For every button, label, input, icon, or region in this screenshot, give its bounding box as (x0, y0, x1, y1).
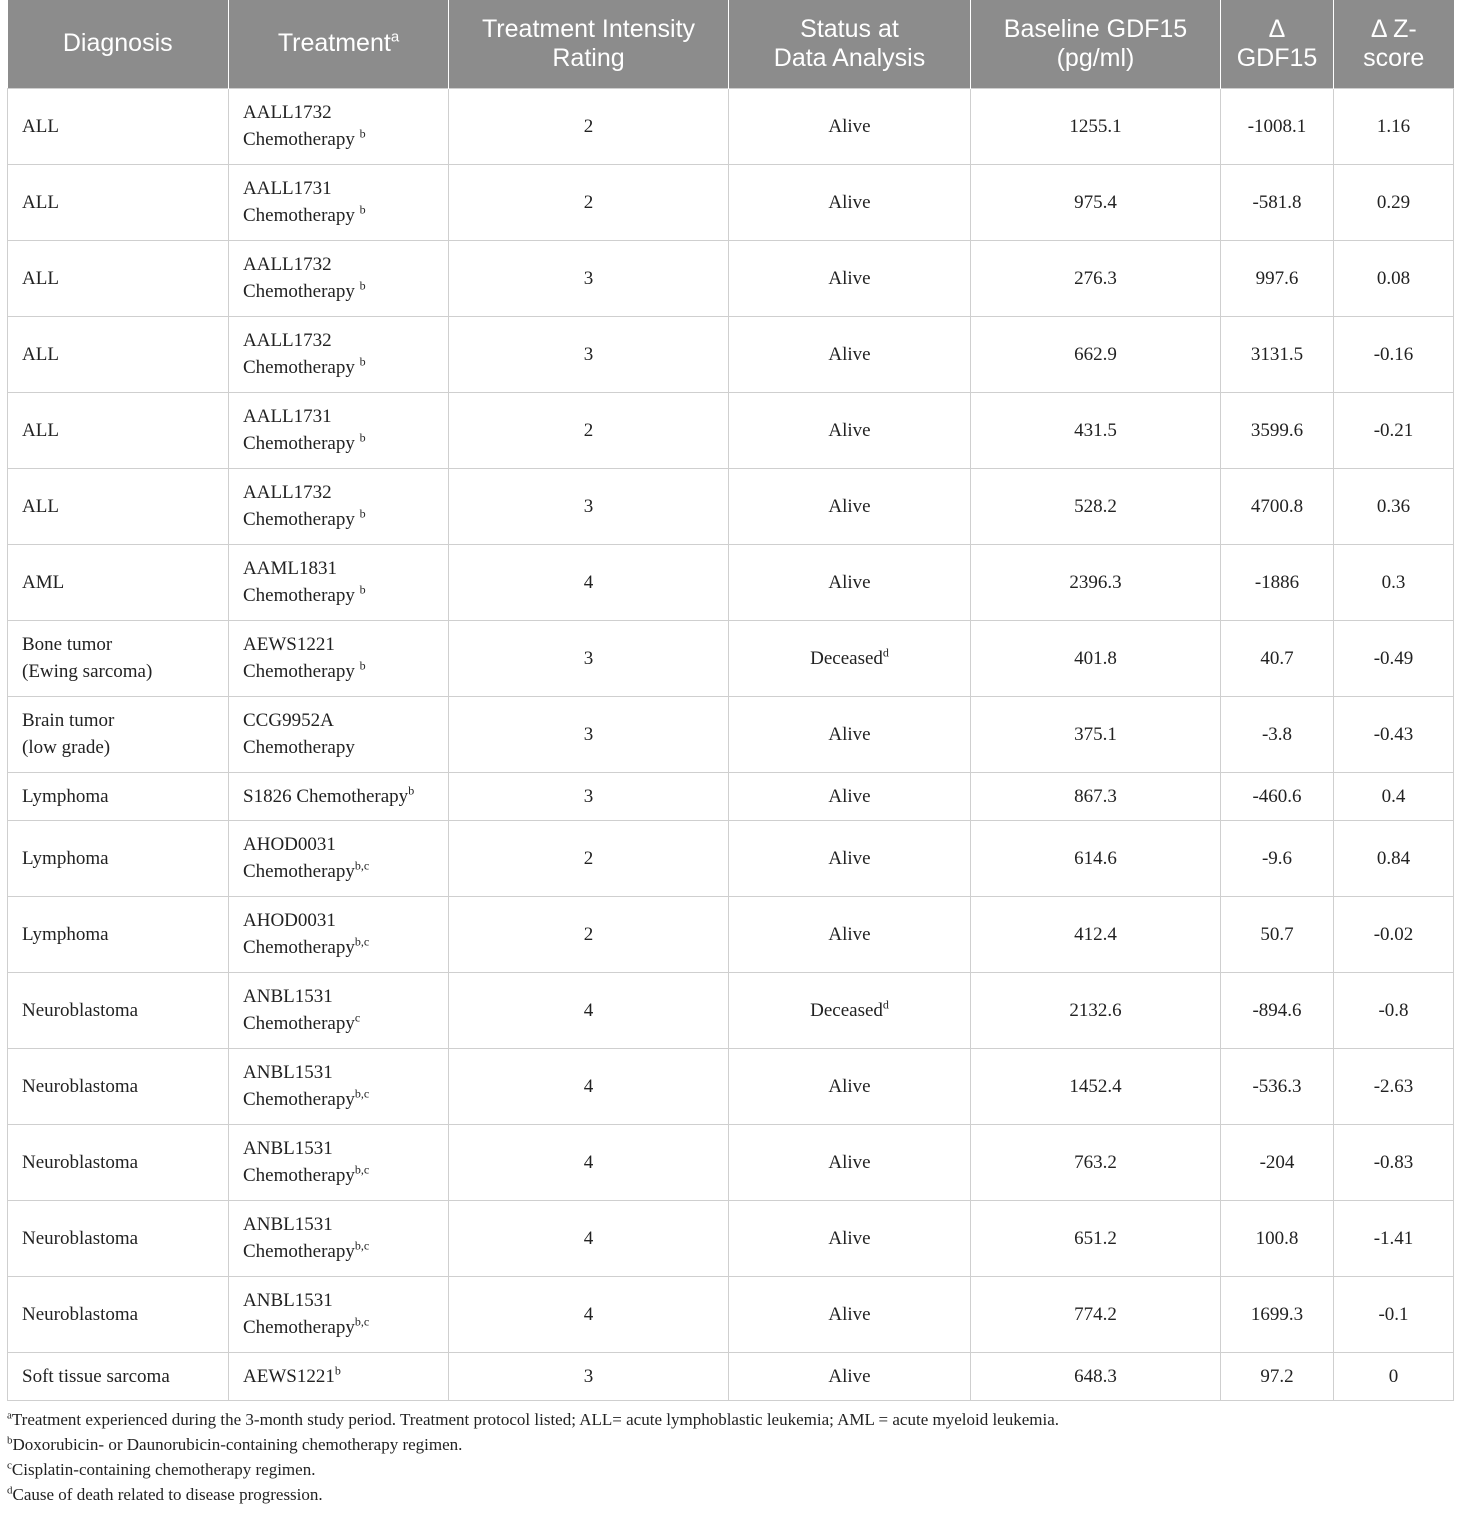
cell-treatment (229, 896, 449, 972)
header-treatment (229, 0, 449, 88)
cell-diagnosis (8, 772, 229, 820)
table-row (8, 240, 1454, 316)
cell-status (729, 896, 971, 972)
cell-treatment (229, 468, 449, 544)
treatment-text: Chemotherapy (243, 433, 360, 454)
cell-delta-zscore: -0.02 (1334, 896, 1454, 972)
cell-intensity: 2 (449, 392, 729, 468)
cell-treatment (229, 1352, 449, 1400)
table-row (8, 88, 1454, 164)
status-text: Alive (828, 1365, 871, 1387)
treatment-text: Chemotherapy (243, 281, 360, 302)
cell-diagnosis (8, 164, 229, 240)
cell-status (729, 164, 971, 240)
cell-diagnosis (8, 896, 229, 972)
cell-baseline: 276.3 (971, 240, 1221, 316)
header-baseline-line2: (pg/ml) (1056, 43, 1135, 72)
status-text: Alive (828, 923, 871, 945)
cell-intensity: 3 (449, 696, 729, 772)
diagnosis-text: Lymphoma (22, 923, 109, 945)
treatment-footnote-mark: b (359, 278, 366, 293)
cell-diagnosis (8, 316, 229, 392)
cell-status (729, 820, 971, 896)
status-text: Alive (828, 267, 871, 289)
table-body (8, 88, 1454, 1400)
treatment-footnote-mark: b (359, 202, 366, 217)
cell-diagnosis (8, 240, 229, 316)
cell-delta-zscore: -0.16 (1334, 316, 1454, 392)
header-intensity-line1: Treatment Intensity (481, 14, 696, 43)
cell-intensity: 2 (449, 820, 729, 896)
header-delta-gdf15-line1: Δ (1268, 14, 1286, 43)
cell-intensity: 4 (449, 1124, 729, 1200)
treatment-text: CCG9952A (243, 710, 334, 731)
cell-diagnosis (8, 1276, 229, 1352)
cell-intensity: 3 (449, 316, 729, 392)
treatment-text: AAML1831 (243, 558, 337, 579)
treatment-text: AALL1732 (243, 254, 332, 275)
status-text: Alive (828, 785, 871, 807)
diagnosis-text: AML (22, 571, 65, 593)
treatment-footnote-mark: b (359, 430, 366, 445)
cell-treatment (229, 240, 449, 316)
cell-status (729, 696, 971, 772)
status-text: Alive (828, 1303, 871, 1325)
cell-intensity: 4 (449, 1276, 729, 1352)
cell-baseline: 412.4 (971, 896, 1221, 972)
diagnosis-text: Neuroblastoma (22, 1151, 139, 1173)
status-text: Alive (828, 495, 871, 517)
cell-intensity: 4 (449, 544, 729, 620)
cell-delta-gdf15: -581.8 (1221, 164, 1334, 240)
treatment-footnote-mark: b,c (354, 934, 370, 949)
status-text: Alive (828, 1227, 871, 1249)
cell-status (729, 972, 971, 1048)
cell-diagnosis (8, 468, 229, 544)
diagnosis-text: Brain tumor (22, 710, 115, 731)
cell-delta-gdf15: -9.6 (1221, 820, 1334, 896)
cell-treatment (229, 1124, 449, 1200)
status-footnote-mark: d (882, 997, 889, 1012)
cell-diagnosis (8, 1352, 229, 1400)
header-status-line2: Data Analysis (773, 43, 926, 72)
cell-baseline: 763.2 (971, 1124, 1221, 1200)
treatment-text: Chemotherapy (243, 129, 360, 150)
cell-status (729, 392, 971, 468)
cell-intensity: 2 (449, 896, 729, 972)
cell-treatment (229, 972, 449, 1048)
header-intensity (449, 0, 729, 88)
diagnosis-text: Lymphoma (22, 785, 109, 807)
treatment-text: Chemotherapy (243, 1241, 355, 1262)
diagnosis-text: ALL (22, 191, 59, 213)
header-status-line1: Status at (800, 14, 899, 43)
cell-delta-gdf15: 97.2 (1221, 1352, 1334, 1400)
table-row (8, 316, 1454, 392)
header-baseline-line1: Baseline GDF15 (1003, 14, 1188, 43)
header-delta-zscore (1334, 0, 1454, 88)
cell-baseline: 2132.6 (971, 972, 1221, 1048)
cell-intensity: 4 (449, 1200, 729, 1276)
cell-delta-gdf15: -1008.1 (1221, 88, 1334, 164)
footnote (7, 1457, 1059, 1482)
cell-status (729, 1352, 971, 1400)
cell-status (729, 240, 971, 316)
cell-diagnosis (8, 696, 229, 772)
status-text: Alive (828, 191, 871, 213)
diagnosis-text: ALL (22, 419, 59, 441)
footnote-text: Cisplatin-containing chemotherapy regimen. (11, 1460, 316, 1479)
cell-delta-gdf15: 1699.3 (1221, 1276, 1334, 1352)
cell-delta-gdf15: 997.6 (1221, 240, 1334, 316)
table-row (8, 164, 1454, 240)
cell-treatment (229, 544, 449, 620)
treatment-text: Chemotherapy (243, 1165, 355, 1186)
cell-status (729, 468, 971, 544)
footnote-text: Treatment experienced during the 3-month study period. Treatment protocol listed; ALL= acute lymphoblastic leukemia; AML = acute myeloid leukemia. (11, 1410, 1060, 1429)
footnote-mark: c (7, 1459, 12, 1472)
cell-delta-gdf15: -1886 (1221, 544, 1334, 620)
cell-status (729, 1200, 971, 1276)
cell-delta-gdf15: -3.8 (1221, 696, 1334, 772)
cell-treatment (229, 1200, 449, 1276)
cell-baseline: 528.2 (971, 468, 1221, 544)
cell-intensity: 2 (449, 88, 729, 164)
cell-delta-zscore: -0.49 (1334, 620, 1454, 696)
cell-status (729, 1048, 971, 1124)
status-text: Alive (828, 419, 871, 441)
diagnosis-text: ALL (22, 343, 59, 365)
treatment-footnote-mark: b,c (354, 1314, 370, 1329)
cell-diagnosis (8, 392, 229, 468)
cell-delta-zscore: -0.1 (1334, 1276, 1454, 1352)
treatment-text: Chemotherapy (243, 861, 355, 882)
cell-status (729, 316, 971, 392)
treatment-text: Chemotherapy (243, 509, 360, 530)
treatment-text: ANBL1531 (243, 1214, 333, 1235)
header-delta-gdf15 (1221, 0, 1334, 88)
cell-delta-zscore: -0.43 (1334, 696, 1454, 772)
footnotes (7, 1407, 1059, 1507)
cell-diagnosis (8, 88, 229, 164)
status-text: Alive (828, 723, 871, 745)
table-row (8, 1200, 1454, 1276)
cell-treatment (229, 1048, 449, 1124)
header-treatment-label: Treatment (277, 29, 391, 58)
cell-baseline: 774.2 (971, 1276, 1221, 1352)
cell-baseline: 2396.3 (971, 544, 1221, 620)
cell-diagnosis (8, 1200, 229, 1276)
cell-diagnosis (8, 544, 229, 620)
treatment-footnote-mark: b,c (354, 1162, 370, 1177)
cell-delta-zscore: 0.08 (1334, 240, 1454, 316)
cell-baseline: 975.4 (971, 164, 1221, 240)
cell-delta-zscore: 0.4 (1334, 772, 1454, 820)
treatment-footnote-mark: b (359, 582, 366, 597)
cell-delta-zscore: 0.84 (1334, 820, 1454, 896)
cell-intensity: 4 (449, 1048, 729, 1124)
cell-baseline: 651.2 (971, 1200, 1221, 1276)
cell-delta-gdf15: 40.7 (1221, 620, 1334, 696)
diagnosis-text: ALL (22, 267, 59, 289)
cell-baseline: 1255.1 (971, 88, 1221, 164)
diagnosis-text: Neuroblastoma (22, 999, 139, 1021)
treatment-text: Chemotherapy (243, 937, 355, 958)
cell-intensity: 3 (449, 772, 729, 820)
table-row (8, 1352, 1454, 1400)
footnote-mark: d (7, 1484, 13, 1497)
footnote-mark: b (7, 1434, 13, 1447)
status-text: Alive (828, 847, 871, 869)
footnote-text: Doxorubicin- or Daunorubicin-containing chemotherapy regimen. (12, 1435, 463, 1454)
table-row (8, 1048, 1454, 1124)
cell-delta-gdf15: 3599.6 (1221, 392, 1334, 468)
cell-delta-gdf15: 3131.5 (1221, 316, 1334, 392)
treatment-text: Chemotherapy (243, 205, 360, 226)
footnote (7, 1482, 1059, 1507)
treatment-text: ANBL1531 (243, 1290, 333, 1311)
cell-treatment (229, 392, 449, 468)
status-footnote-mark: d (882, 645, 889, 660)
treatment-text: Chemotherapy (243, 737, 355, 758)
status-text: Alive (828, 1151, 871, 1173)
diagnosis-text: Bone tumor (22, 634, 113, 655)
table-row (8, 544, 1454, 620)
cell-delta-gdf15: -204 (1221, 1124, 1334, 1200)
cell-delta-gdf15: -894.6 (1221, 972, 1334, 1048)
cell-delta-gdf15: 50.7 (1221, 896, 1334, 972)
header-delta-zscore-line1: Δ Z- (1370, 14, 1417, 43)
treatment-text: AALL1731 (243, 178, 332, 199)
cell-baseline: 614.6 (971, 820, 1221, 896)
cell-status (729, 544, 971, 620)
treatment-text: Chemotherapy (243, 1317, 355, 1338)
cell-delta-zscore: -1.41 (1334, 1200, 1454, 1276)
table-row (8, 972, 1454, 1048)
cell-delta-zscore: -0.21 (1334, 392, 1454, 468)
cell-baseline: 867.3 (971, 772, 1221, 820)
treatment-footnote-mark: b (359, 658, 366, 673)
diagnosis-text: Neuroblastoma (22, 1227, 139, 1249)
treatment-text: Chemotherapy (243, 1013, 355, 1034)
treatment-text: ANBL1531 (243, 986, 333, 1007)
header-status (729, 0, 971, 88)
header-delta-gdf15-line2: GDF15 (1236, 43, 1318, 72)
cell-intensity: 3 (449, 620, 729, 696)
table-row (8, 1124, 1454, 1200)
treatment-text: AALL1732 (243, 482, 332, 503)
cell-delta-zscore: 1.16 (1334, 88, 1454, 164)
treatment-text: S1826 Chemotherapy (243, 785, 409, 807)
table-row (8, 620, 1454, 696)
table-header-row (8, 0, 1454, 88)
table-row (8, 392, 1454, 468)
cell-status (729, 772, 971, 820)
cell-intensity: 2 (449, 164, 729, 240)
status-text: Alive (828, 571, 871, 593)
status-text: Alive (828, 115, 871, 137)
treatment-text: Chemotherapy (243, 1089, 355, 1110)
treatment-text: AHOD0031 (243, 834, 336, 855)
cell-treatment (229, 820, 449, 896)
treatment-footnote-mark: b,c (354, 1086, 370, 1101)
table-row (8, 696, 1454, 772)
status-text: Deceased (810, 999, 883, 1021)
treatment-text: AALL1732 (243, 330, 332, 351)
cell-delta-gdf15: 100.8 (1221, 1200, 1334, 1276)
cell-delta-zscore: 0.3 (1334, 544, 1454, 620)
cell-diagnosis (8, 1048, 229, 1124)
footnote (7, 1407, 1059, 1432)
cell-treatment (229, 696, 449, 772)
treatment-text: AEWS1221 (243, 634, 335, 655)
cell-delta-zscore: 0.29 (1334, 164, 1454, 240)
diagnosis-text: ALL (22, 115, 59, 137)
cell-diagnosis (8, 972, 229, 1048)
cell-treatment (229, 772, 449, 820)
cell-treatment (229, 1276, 449, 1352)
header-diagnosis (8, 0, 229, 88)
diagnosis-text: (Ewing sarcoma) (22, 661, 153, 682)
treatment-text: AEWS1221 (243, 1365, 335, 1387)
results-table (7, 0, 1454, 1401)
diagnosis-text: Soft tissue sarcoma (22, 1365, 170, 1387)
treatment-footnote-mark: b (334, 1363, 341, 1378)
cell-status (729, 620, 971, 696)
table-row (8, 468, 1454, 544)
cell-delta-zscore: -0.8 (1334, 972, 1454, 1048)
treatment-footnote-mark: b (359, 126, 366, 141)
cell-status (729, 1124, 971, 1200)
cell-delta-zscore: 0.36 (1334, 468, 1454, 544)
cell-baseline: 375.1 (971, 696, 1221, 772)
treatment-text: AHOD0031 (243, 910, 336, 931)
treatment-text: ANBL1531 (243, 1062, 333, 1083)
status-text: Alive (828, 343, 871, 365)
table-row (8, 896, 1454, 972)
cell-intensity: 3 (449, 1352, 729, 1400)
cell-baseline: 431.5 (971, 392, 1221, 468)
diagnosis-text: (low grade) (22, 737, 111, 758)
diagnosis-text: ALL (22, 495, 59, 517)
treatment-text: AALL1732 (243, 102, 332, 123)
cell-treatment (229, 164, 449, 240)
cell-diagnosis (8, 1124, 229, 1200)
table-row (8, 772, 1454, 820)
header-delta-zscore-line2: score (1363, 43, 1425, 72)
cell-baseline: 648.3 (971, 1352, 1221, 1400)
cell-delta-gdf15: -536.3 (1221, 1048, 1334, 1124)
treatment-footnote-mark: c (354, 1010, 361, 1025)
cell-status (729, 1276, 971, 1352)
table-row (8, 1276, 1454, 1352)
cell-treatment (229, 88, 449, 164)
header-treatment-footnote-mark: a (390, 28, 400, 46)
cell-delta-gdf15: -460.6 (1221, 772, 1334, 820)
status-text: Deceased (810, 647, 883, 669)
header-intensity-line2: Rating (552, 43, 625, 72)
treatment-text: ANBL1531 (243, 1138, 333, 1159)
treatment-text: Chemotherapy (243, 585, 360, 606)
footnote (7, 1432, 1059, 1457)
cell-delta-zscore: 0 (1334, 1352, 1454, 1400)
cell-intensity: 3 (449, 468, 729, 544)
treatment-text: Chemotherapy (243, 661, 360, 682)
diagnosis-text: Neuroblastoma (22, 1075, 139, 1097)
treatment-text: AALL1731 (243, 406, 332, 427)
cell-baseline: 662.9 (971, 316, 1221, 392)
header-baseline (971, 0, 1221, 88)
cell-delta-zscore: -2.63 (1334, 1048, 1454, 1124)
results-table-container (7, 0, 1453, 1401)
treatment-footnote-mark: b (408, 783, 415, 798)
cell-treatment (229, 620, 449, 696)
cell-delta-gdf15: 4700.8 (1221, 468, 1334, 544)
treatment-footnote-mark: b,c (354, 1238, 370, 1253)
header-diagnosis-label: Diagnosis (62, 29, 173, 58)
status-text: Alive (828, 1075, 871, 1097)
diagnosis-text: Lymphoma (22, 847, 109, 869)
footnote-text: Cause of death related to disease progression. (12, 1485, 323, 1504)
diagnosis-text: Neuroblastoma (22, 1303, 139, 1325)
treatment-footnote-mark: b,c (354, 858, 370, 873)
cell-status (729, 88, 971, 164)
cell-baseline: 401.8 (971, 620, 1221, 696)
cell-baseline: 1452.4 (971, 1048, 1221, 1124)
cell-diagnosis (8, 620, 229, 696)
treatment-footnote-mark: b (359, 354, 366, 369)
footnote-mark: a (7, 1409, 12, 1422)
cell-delta-zscore: -0.83 (1334, 1124, 1454, 1200)
treatment-footnote-mark: b (359, 506, 366, 521)
cell-diagnosis (8, 820, 229, 896)
table-row (8, 820, 1454, 896)
treatment-text: Chemotherapy (243, 357, 360, 378)
cell-treatment (229, 316, 449, 392)
cell-intensity: 3 (449, 240, 729, 316)
cell-intensity: 4 (449, 972, 729, 1048)
